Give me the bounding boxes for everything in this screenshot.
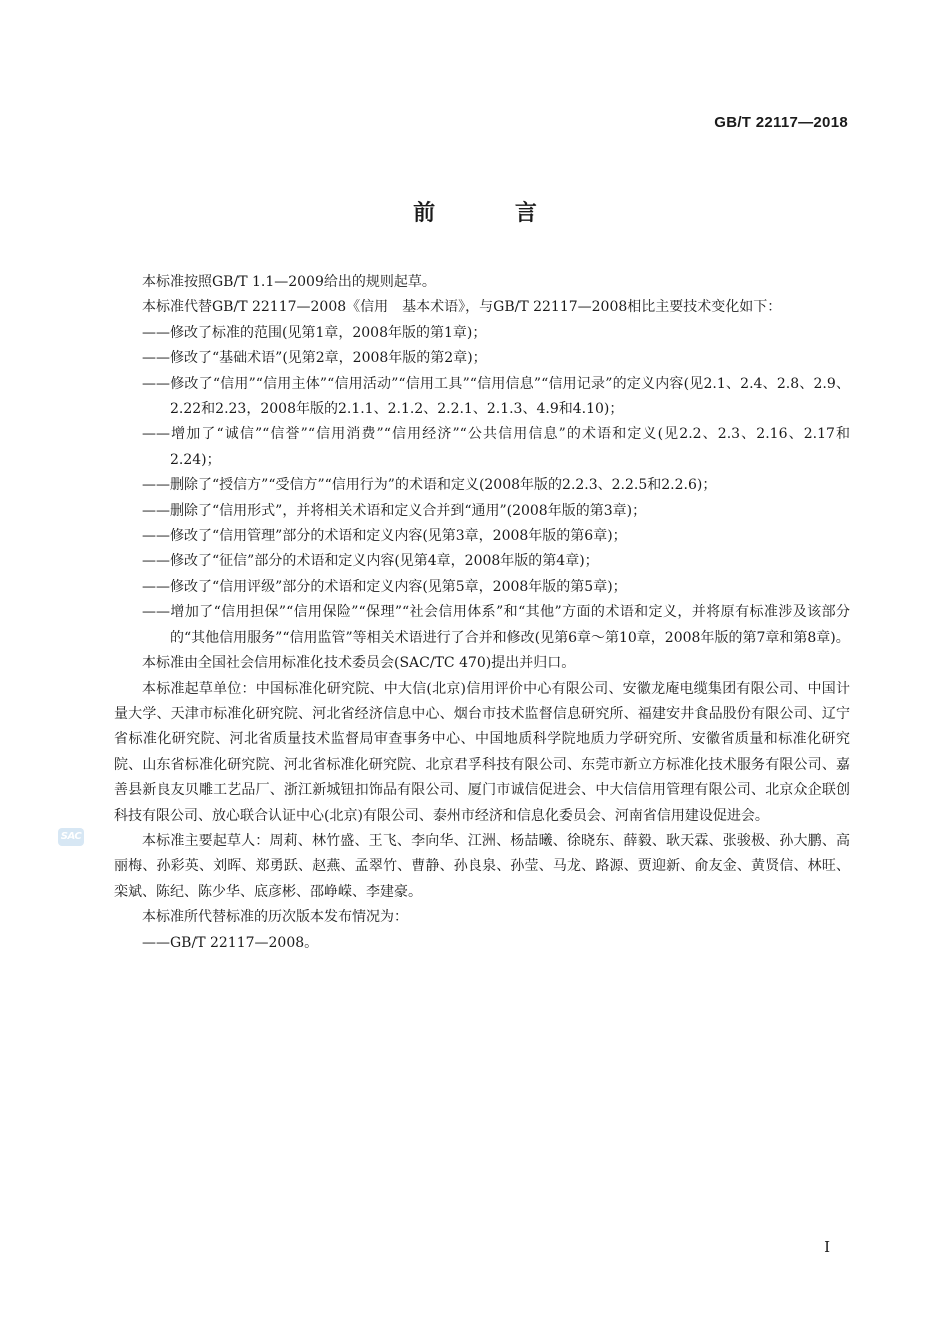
list-item: ——修改了“信用管理”部分的术语和定义内容(见第3章，2008年版的第6章)；	[142, 528, 627, 545]
foreword-body	[114, 270, 850, 956]
paragraph: 本标准由全国社会信用标准化技术委员会(SAC/TC 470)提出并归口。	[142, 655, 576, 672]
paragraph: 本标准起草单位：中国标准化研究院、中大信(北京)信用评价中心有限公司、安徽龙庵电缆集团有限公司、中国计量大学、天津市标准化研究院、河北省经济信息中心、烟台市技术监督信息研究所、福建安井食品股份有限公司、辽宁省标准化研究院、河北省质量技术监督局审查事务中心、中国地质科学院地质力学研究所、安徽省质量和标准化研究院、山东省标准化研究院、河北省标准化研究院、北京君孚科技有限公司、东莞市新立方标准化技术服务有限公司、嘉善县新良友贝雕工艺品厂、浙江新城钮扣饰品有限公司、厦门市诚信促进会、中大信信用管理有限公司、北京众企联创科技有限公司、放心联合认证中心(北京)有限公司、泰州市经济和信息化委员会、河南省信用建设促进会。	[114, 680, 850, 824]
page-number: I	[824, 1238, 830, 1256]
paragraph: 本标准按照GB/T 1.1—2009给出的规则起草。	[142, 274, 436, 290]
list-item: ——修改了“信用”“信用主体”“信用活动”“信用工具”“信用信息”“信用记录”的定义内容(见2.1、2.4、2.8、2.9、2.22和2.23，2008年版的2.1.1、2.1.2、2.2.1、2.1.3、4.9和4.10)；	[142, 375, 850, 418]
paragraph: 本标准代替GB/T 22117—2008《信用 基本术语》，与GB/T 22117—2008相比主要技术变化如下：	[142, 299, 782, 316]
list-item: ——GB/T 22117—2008。	[142, 934, 319, 951]
paragraph: 本标准所代替标准的历次版本发布情况为：	[142, 909, 408, 926]
list-item: ——增加了“信用担保”“信用保险”“保理”“社会信用体系”和“其他”方面的术语和定义，并将原有标准涉及该部分的“其他信用服务”“信用监管”等相关术语进行了合并和修改(见第6章～第10章，2008年版的第7章和第8章)。	[142, 604, 850, 646]
list-item: ——修改了标准的范围(见第1章，2008年版的第1章)；	[142, 324, 487, 341]
list-item: ——修改了“基础术语”(见第2章，2008年版的第2章)；	[142, 350, 487, 367]
page-title: 前 言	[413, 201, 573, 226]
paragraph: 本标准主要起草人：周莉、林竹盛、王飞、李向华、江洲、杨喆曦、徐晓东、薛毅、耿天霖、张骏极、孙大鹏、高丽梅、孙彩英、刘晖、郑勇跃、赵燕、孟翠竹、曹静、孙良泉、孙莹、马龙、路源、贾迎新、俞友金、黄贤信、林旺、栾斌、陈纪、陈少华、底彦彬、邵峥嵘、李建豪。	[114, 832, 850, 900]
list-item: ——修改了“征信”部分的术语和定义内容(见第4章，2008年版的第4章)；	[142, 553, 599, 570]
list-item: ——删除了“信用形式”，并将相关术语和定义合并到“通用”(2008年版的第3章)；	[142, 502, 647, 519]
list-item: ——删除了“授信方”“受信方”“信用行为”的术语和定义(2008年版的2.2.3、2.2.5和2.2.6)；	[142, 477, 717, 494]
list-item: ——增加了“诚信”“信誉”“信用消费”“信用经济”“公共信用信息”的术语和定义(见2.2、2.3、2.16、2.17和2.24)；	[142, 426, 850, 468]
list-item: ——修改了“信用评级”部分的术语和定义内容(见第5章，2008年版的第5章)；	[142, 578, 627, 595]
standard-number: GB/T 22117—2018	[714, 114, 848, 131]
sac-watermark-logo: SAC	[58, 828, 84, 846]
